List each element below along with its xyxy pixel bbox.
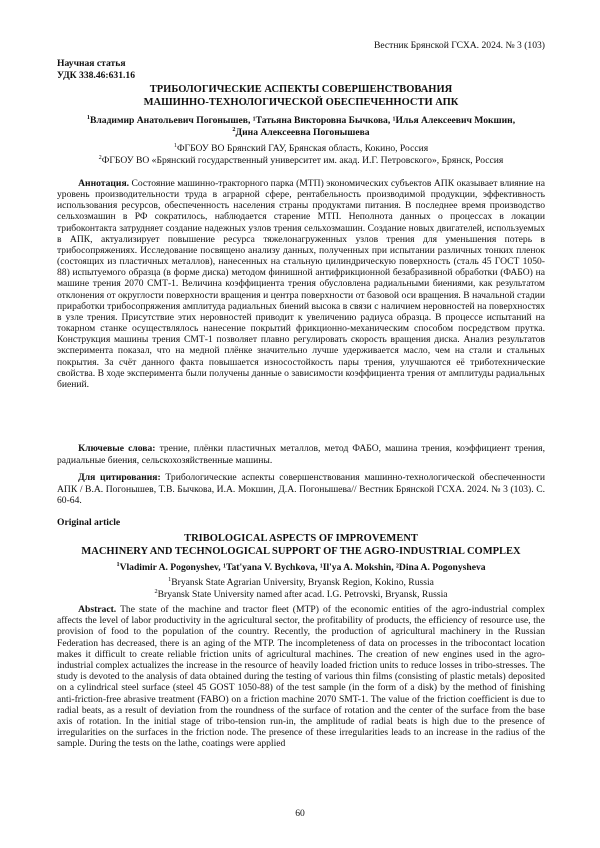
keywords-ru — [57, 443, 545, 466]
article-type-en: Original article — [57, 517, 121, 528]
affiliations-en: $^1$Bryansk State Agrarian University, Bryansk Region, Kokino, Russia $^2$Bryansk State University named after acad. I.G. Petrovski, Bryansk, Russia — [154, 575, 448, 600]
article-meta — [57, 58, 545, 82]
authors-en-text: Vladimir A. Pogonyshev, ¹Tat'yana V. Bychkova, ¹Il'ya A. Mokshin, ²Dina A. Pogonysheva — [119, 562, 486, 573]
affiliation-ru-1: ФГБОУ ВО Брянский ГАУ, Брянская область, Кокино, Россия — [176, 143, 429, 154]
title-ru — [57, 84, 545, 109]
affiliation-en-2: Bryansk State University named after acad. I.G. Petrovski, Bryansk, Russia — [157, 588, 448, 600]
article-type: Научная статья — [57, 58, 126, 69]
title-en-line1: TRIBOLOGICAL ASPECTS OF IMPROVEMENT — [184, 533, 418, 544]
abstract-ru-label: Аннотация. — [78, 178, 130, 189]
udc-code: УДК 338.46:631.16 — [57, 70, 135, 81]
keywords-ru-text: трение, плёнки пластичных металлов, метод ФАБО, машина трения, коэффициент трения, радиальные биения, сельскохозяйственные машины. — [57, 443, 545, 466]
citation-ru-label: Для цитирования: — [78, 472, 161, 483]
abstract-en-label: Abstract. — [78, 604, 117, 615]
authors-ru-line2: Дина Алексеевна Погонышева — [235, 126, 370, 138]
citation-ru-text: Трибологические аспекты совершенствования машинно-технологической обеспеченности АПК / В.А. Погонышев, Т.В. Бычкова, И.А. Мокшин, Д.А. Погонышева// Вестник Брянской ГСХА. 2024. № 3 (103). С. 60-64. — [57, 472, 545, 506]
abstract-en-text: The state of the machine and tractor fleet (MTP) of the economic entities of the agro-industrial complex affects the level of labor productivity in the agricultural sector, the profitability of products, the efficiency of resource use, the provision of food to the population of the country. Recently, the production of agricultural machinery in the Russian Federation has decreased, there is an aging of the MTP. The incompleteness of data on processes in the tribocontact location makes it difficult to create reliable friction units of agricultural machines. The creation of new engines used in the agro-industrial complex actualizes the increase in the resource of heavily loaded friction units to reduce losses in tribo-stresses. The study is devoted to the analysis of data obtained during the testing of various thin films (consisting of plastic metals) deposited on a cylindrical steel surface (steel 45 GOST 1050-88) of the test sample (in the form of a disk) by the method of finishing anti-friction-free abrasive treatment (FABO) on a friction machine 2070 SMT-1. The value of the friction coefficient is due to radial beats, as a result of deviation from the roundness of the surface of rotation and the center of the surface from the base axis of rotation. In the initial stage of tribo-tension run-in, the amplitude of radial beats is high due to the presence of irregularities on the surfaces in the friction node. The presence of these irregularities leads to an increase in the radius of the sample. During the tests on the lathe, coatings were applied — [57, 604, 545, 750]
affiliation-en-1: Bryansk State Agrarian University, Bryansk Region, Kokino, Russia — [171, 577, 434, 588]
title-en — [57, 533, 545, 558]
abstract-ru — [57, 178, 545, 390]
keywords-ru-label: Ключевые слова: — [78, 443, 156, 454]
journal-header: Вестник Брянской ГСХА. 2024. № 3 (103) — [373, 40, 545, 51]
authors-ru: $^1$Владимир Анатольевич Погонышев, ¹Татьяна Викторовна Бычкова, ¹Илья Алексеевич Мокшин, $^2$Дина Алексеевна Погонышева — [86, 113, 516, 138]
authors-ru-line1: Владимир Анатольевич Погонышев, ¹Татьяна Викторовна Бычкова, ¹Илья Алексеевич Мокшин, — [89, 115, 516, 126]
page-number: 60 — [295, 808, 305, 819]
abstract-en — [57, 604, 545, 750]
abstract-ru-text: Состояние машинно-тракторного парка (МТП) экономических субъектов АПК оказывает влияние на уровень производительности труда в аграрной сфере, рентабельность производимой продукции, эффективность использования ресурсов, обеспеченность населения страны продуктами питания. В последнее время производство сельхозмашин в РФ сократилось, наблюдается старение МТП. Неполнота данных о процессах в локации трибоконтакта затрудняет создание надежных узлов трения сельхозмашин. Создание новых двигателей, используемых в АПК, актуализирует повышение ресурса тяжелонагруженных узлов трения для уменьшения потерь в трибосопряжениях. Исследование посвящено анализу данных, полученных при испытании различных тонких пленок (состоящих из пластичных металлов), нанесенных на стальную цилиндрическую поверхность (сталь 45 ГОСТ 1050-88) испытуемого образца (в форме диска) методом финишной антифрикционной безабразивной обработки (ФАБО) на машине трения 2070 СМТ-1. Величина коэффициента трения обусловлена радиальными биениями, как результатом отклонения от округлости поверхности вращения и центра поверхности от базовой оси вращения. В начальной стадии приработки трибосопряжения амплитуда радиальных биений высока в связи с наличием неровностей на поверхностях в узле трения. Присутствие этих неровностей приводит к увеличению радиуса образца. В процессе испытаний на токарном станке осуществлялось нанесение покрытий фрикционно-механическим способом посредством прутка. Конструкция машины трения СМТ-1 позволяет плавно регулировать скорость вращения диска. Анализ результатов эксперимента показал, что на медной плёнке значительно лучше удерживается масло, чем на стали и стальных покрытия. За счёт данного факта повышается износостойкость пары трения, улучшаются её триботехнические свойства. В ходе эксперимента были получены данные о зависимости коэффициента трения от амплитуды радиальных биений. — [57, 178, 545, 390]
citation-ru — [57, 472, 545, 507]
affiliations-ru: $^1$ФГБОУ ВО Брянский ГАУ, Брянская область, Кокино, Россия $^2$ФГБОУ ВО «Брянский государственный университет им. акад. И.Г. Петровского», Брянск, Россия — [98, 141, 504, 166]
title-ru-line1: ТРИБОЛОГИЧЕСКИЕ АСПЕКТЫ СОВЕРШЕНСТВОВАНИЯ — [149, 84, 453, 95]
affiliation-ru-2: ФГБОУ ВО «Брянский государственный университет им. акад. И.Г. Петровского», Брянск, Россия — [101, 155, 504, 166]
title-ru-line2: МАШИННО-ТЕХНОЛОГИЧЕСКОЙ ОБЕСПЕЧЕННОСТИ АПК — [143, 96, 459, 108]
authors-en: $^1$Vladimir A. Pogonyshev, ¹Tat'yana V. Bychkova, ¹Il'ya A. Mokshin, ²Dina A. Pogonysheva — [116, 560, 486, 573]
title-en-line2: MACHINERY AND TECHNOLOGICAL SUPPORT OF THE AGRO-INDUSTRIAL COMPLEX — [81, 545, 521, 557]
